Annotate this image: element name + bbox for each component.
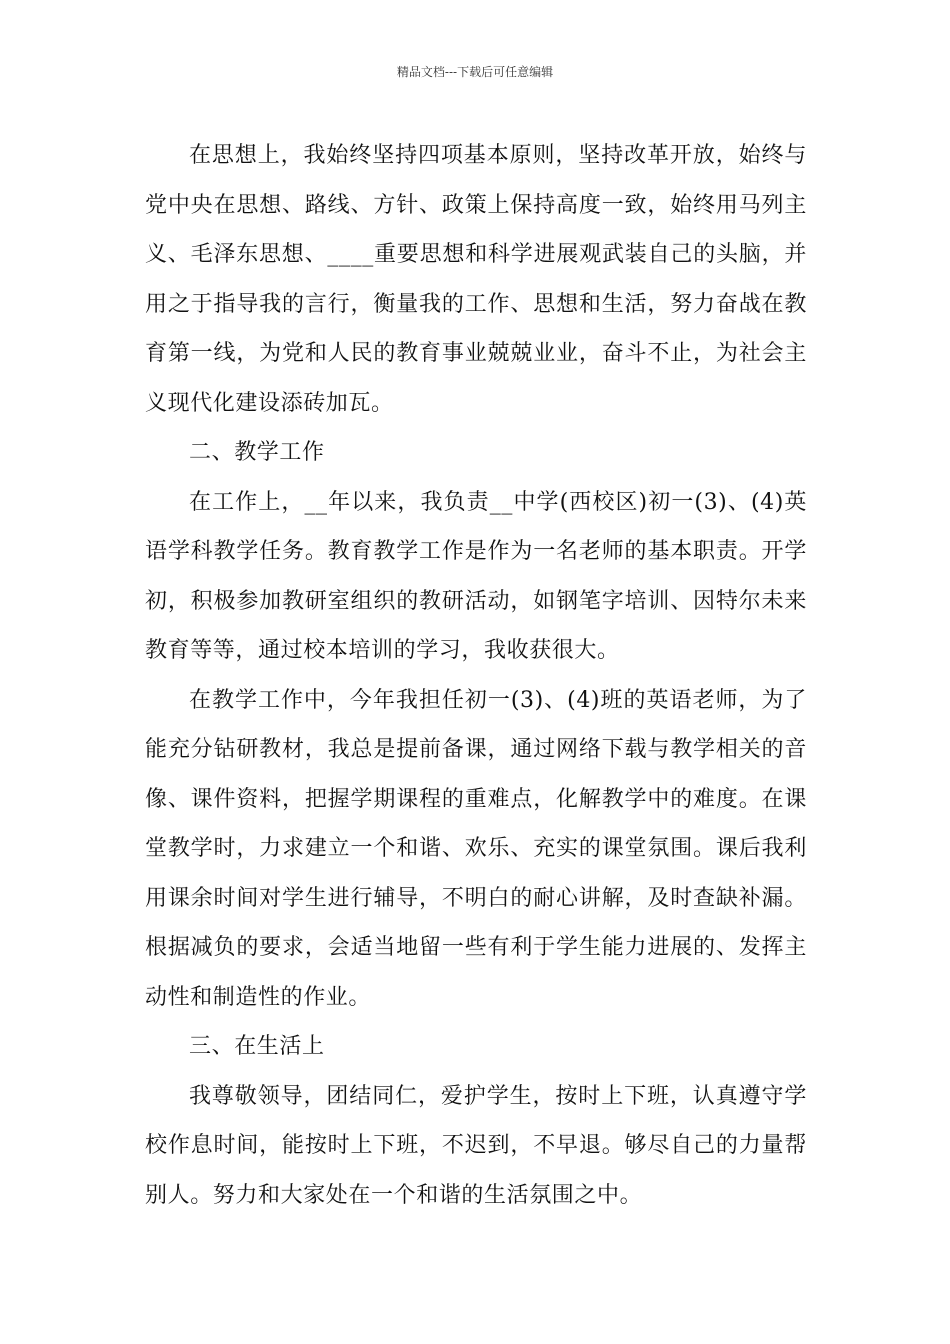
- paragraph-ideology: 在思想上，我始终坚持四项基本原则，坚持改革开放，始终与党中央在思想、路线、方针、政策上保持高度一致，始终用马列主义、毛泽东思想、____重要思想和科学进展观武装自己的头脑，并用之于指导我的言行，衡量我的工作、思想和生活，努力奋战在教育第一线，为党和人民的教育事业兢兢业业，奋斗不止，为社会主义现代化建设添砖加瓦。: [145, 143, 807, 416]
- paragraph-teaching: 在教学工作中，今年我担任初一(3)、(4)班的英语老师，为了能充分钻研教材，我总是提前备课，通过网络下载与教学相关的音像、课件资料，把握学期课程的重难点，化解教学中的难度。在课堂教学时，力求建立一个和谐、欢乐、充实的课堂氛围。课后我利用课余时间对学生进行辅导，不明白的耐心讲解，及时查缺补漏。根据减负的要求，会适当地留一些有利于学生能力进展的、发挥主动性和制造性的作业。: [145, 687, 807, 1010]
- document-body: [145, 131, 807, 1220]
- paragraph-work: 在工作上，__年以来，我负责__中学(西校区)初一(3)、(4)英语学科教学任务。教育教学工作是作为一名老师的基本职责。开学初，积极参加教研室组织的教研活动，如钢笔字培训、因特尔未来教育等等，通过校本培训的学习，我收获很大。: [145, 489, 807, 663]
- section-heading-teaching: 二、教学工作: [189, 440, 325, 465]
- section-heading-life: 三、在生活上: [189, 1034, 325, 1059]
- page-header: 精品文档---下载后可任意编辑: [396, 65, 554, 79]
- paragraph-life: 我尊敬领导，团结同仁，爱护学生，按时上下班，认真遵守学校作息时间，能按时上下班，不迟到，不早退。够尽自己的力量帮别人。努力和大家处在一个和谐的生活氛围之中。: [145, 1083, 807, 1208]
